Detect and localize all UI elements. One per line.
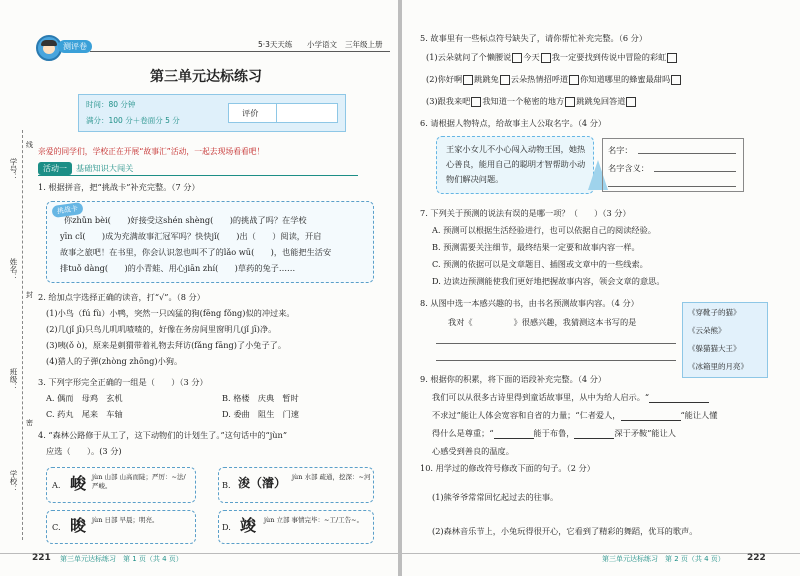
q4-option-a-letter: A. [52, 480, 61, 490]
activity-rule [38, 175, 358, 176]
q7-option-a[interactable]: A. 预测可以根据生活经验进行，也可以依据自己的阅读经验。 [432, 225, 656, 235]
punct-box[interactable] [626, 97, 636, 107]
q3-text: 3. 下列字形完全正确的一组是（ ）（3 分） [38, 377, 208, 387]
q8-answer-line-2[interactable] [436, 360, 676, 361]
punct-box[interactable] [565, 97, 575, 107]
q9-line-1: 我们可以从很多古诗里得到童话故事里，从中为给人启示。“ [432, 392, 709, 403]
card-line-3: 故事之旅吧！在书里，你会认识忽也叫不了的lǎo wū( )，也能把生活安 [60, 247, 332, 257]
eval-divider [276, 103, 277, 123]
q3-option-c[interactable]: C. 药丸 尾来 车轴 [46, 409, 123, 419]
q10-sentence-2[interactable]: (2)森林音乐节上，小兔玩得很开心，它看到了精彩的舞蹈，优耳的歌声。 [432, 526, 698, 536]
q3-option-a[interactable]: A. 偶而 母鸡 玄机 [46, 393, 123, 403]
q6-meaning-label: 名字含义： [608, 163, 649, 173]
header-rule [90, 51, 390, 52]
q9-line-3: 得什么是尊重；“ 能于布鲁， 深于矛鞍”能让人 [432, 428, 676, 438]
q1-text: 1. 根据拼音，把“挑战卡”补充完整。（7 分） [38, 182, 200, 192]
q8-text: 8. 从图中选一本感兴趣的书，由书名预测故事内容。（4 分） [420, 298, 639, 308]
q5-line-3: (3)跟我来吧 我知道一个秘密的地方 跳跳兔回答道 [426, 96, 637, 107]
q3-option-d[interactable]: D. 委曲 阻生 门速 [222, 409, 299, 419]
q8-book-3[interactable]: 《躲猫猫大王》 [688, 344, 741, 353]
q4-option-b-desc: jùn 水部 疏通，挖深：~河 [292, 473, 371, 481]
q9-text: 9. 根据你的积累，将下面的语段补充完整。（4 分） [420, 374, 607, 384]
card-line-2: yīn cǐ( )成为充满故事汇冠军吗？快快jǐ( )出（ ）阅读，开启 [60, 231, 322, 241]
q7-option-c[interactable]: C. 预测的依据可以是文章题目、插图或文章中的一些线索。 [432, 259, 648, 269]
time-label: 时间：80 分钟 [86, 100, 136, 109]
footer-text-right: 第三单元达标练习 第 2 页（共 4 页） [602, 555, 725, 563]
q4-option-c-char: 晙 [70, 516, 87, 535]
q7-option-d[interactable]: D. 边读边预测能使我们更好地把握故事内容，领会文章的意思。 [432, 276, 665, 286]
q6-name-line[interactable] [638, 153, 736, 154]
school-label: 学校： [9, 470, 18, 493]
punct-box[interactable] [471, 97, 481, 107]
q8-line: 我对《 》很感兴趣，我猜测这本书写的是 [448, 317, 637, 327]
punct-box[interactable] [500, 75, 510, 85]
q9-line-2: 不求过”能让人体会宽容和自省的力量；“仁者爱人， “能让人懂 [432, 410, 718, 420]
q4-option-a-desc: jùn 山部 山高而陡；严厉：~法/严峻。 [92, 473, 186, 490]
q2-line-3: (3)咦(ǒ ò)，原来是刺猬带着礼物去拜访(fǎng fāng)了小兔子了。 [46, 340, 287, 350]
footer-rule [402, 553, 800, 554]
q4-option-c-letter: C. [52, 522, 61, 532]
q5-line-1: (1)云朵就问了个懒腰说 今天 我一定要找到传说中冒险的彩虹 [426, 52, 678, 63]
footer-text-left: 第三单元达标练习 第 1 页（共 4 页） [60, 555, 183, 563]
sidebar-mi: 密 [26, 419, 33, 427]
score-label: 满分：100 分＋卷面分 5 分 [86, 116, 180, 125]
q5-line-2: (2)你好啊 跳跳兔 云朵热情招呼道 你知道哪里的蜂蜜最甜吗 [426, 74, 682, 85]
q4-option-b-char: 浚（濬） [238, 476, 287, 490]
card-line-1: 你zhǔn bèi( )好接受这shén shèng( )的挑战了吗？在学校 [64, 215, 307, 225]
q6-story: 王家小女儿不小心闯入动物王国，她热心善良，能用自己的聪明才智帮助小动物们解决问题。 [446, 144, 586, 184]
q4-text-2: 应选（ ）。(3 分) [46, 446, 122, 456]
card-line-4: 排tuǒ dàng( )的小青蛙、用心jiān zhí( )草药的兔子…… [60, 263, 296, 273]
page-number-right: 222 [747, 553, 766, 563]
binding-line [22, 130, 23, 540]
q6-meaning-line-2[interactable] [608, 186, 736, 187]
punct-box[interactable] [463, 75, 473, 85]
q9-blank-2[interactable] [621, 420, 681, 421]
q8-book-2[interactable]: 《云朵熊》 [688, 326, 726, 335]
card-tag: 挑战卡 [51, 202, 83, 218]
q8-book-1[interactable]: 《穿靴子的猫》 [688, 308, 741, 317]
punct-box[interactable] [512, 53, 522, 63]
subject-name: 小学语文 [307, 40, 337, 49]
q10-sentence-1[interactable]: (1)熊爷爷常常回忆起过去的往事。 [432, 492, 559, 502]
q9-line-4: 心感受到善良的温度。 [432, 446, 514, 456]
q9-blank-3[interactable] [494, 438, 534, 439]
eval-label: 评价 [242, 108, 259, 118]
grade-name: 三年级上册 [345, 40, 383, 49]
q8-answer-line-1[interactable] [436, 343, 676, 344]
sidebar-feng: 封 [26, 291, 33, 299]
student-number-label: 学号： [9, 158, 18, 181]
punct-box[interactable] [671, 75, 681, 85]
q6-name-label: 名字： [608, 145, 633, 155]
activity-title: 基础知识大闯关 [76, 163, 134, 173]
page-number-left: 221 [32, 553, 51, 563]
sidebar-xian: 线 [26, 141, 33, 149]
class-label: 班级： [9, 368, 18, 391]
student-name-label: 姓名： [9, 258, 18, 281]
q5-text: 5. 故事里有一些标点符号缺失了，请你帮忙补充完整。（6 分） [420, 33, 648, 43]
left-page [0, 0, 398, 576]
q2-text: 2. 给加点字选择正确的读音，打“√”。（8 分） [38, 292, 205, 302]
q6-text: 6. 请根据人物特点，给故事主人公取名字。（4 分） [420, 118, 607, 128]
q9-blank-1[interactable] [649, 402, 709, 403]
q4-option-d-char: 竣 [240, 516, 257, 535]
punct-box[interactable] [569, 75, 579, 85]
q4-text: 4. “森林公路修于从工了，这下动物们的计划生了。”这句话中的“jùn” [38, 430, 288, 440]
q4-option-b-letter: B. [222, 480, 231, 490]
q8-book-4[interactable]: 《冰箱里的月亮》 [688, 362, 748, 371]
q4-option-a-char: 峻 [70, 474, 87, 493]
series-name: 5·3天天练 [258, 40, 293, 49]
q2-line-1: (1)小鸟（fú fù）小鸭，突然一只凶猛的狗(fēng fǒng)似的冲过来。 [46, 308, 295, 318]
q9-blank-4[interactable] [574, 438, 614, 439]
q7-option-b[interactable]: B. 预测需要关注细节，最终结果一定要和故事内容一样。 [432, 242, 640, 252]
q2-line-2: (2)几(jǐ jī)只鸟儿叽叽喳喳的，好像在务房间里窗明几(jǐ jī)净。 [46, 324, 277, 334]
page-title: 第三单元达标练习 [150, 69, 262, 85]
punct-box[interactable] [667, 53, 677, 63]
q4-option-d-desc: jùn 立部 事情完毕：~工/工告~。 [264, 516, 364, 524]
q4-option-c-desc: jùn 日部 早晨；明亮。 [92, 516, 159, 524]
punct-box[interactable] [541, 53, 551, 63]
q2-line-4: (4)猎人的子弹(zhòng zhōng)小狗。 [46, 356, 183, 366]
q7-text: 7. 下列关于预测的说法有误的是哪一项？（ ）（3 分） [420, 208, 631, 218]
q4-option-d-letter: D. [222, 522, 231, 532]
logo-text: 测评卷 [58, 40, 92, 53]
q10-text: 10. 用学过的修改符号修改下面的句子。（2 分） [420, 463, 595, 473]
activity-tag: 活动一 [38, 162, 72, 175]
right-page [402, 0, 800, 576]
intro-text: 亲爱的同学们，学校正在开展“故事汇”活动，一起去现场看看吧！ [38, 147, 265, 156]
q6-meaning-line[interactable] [654, 171, 736, 172]
q3-option-b[interactable]: B. 格楼 庆典 暂时 [222, 393, 299, 403]
